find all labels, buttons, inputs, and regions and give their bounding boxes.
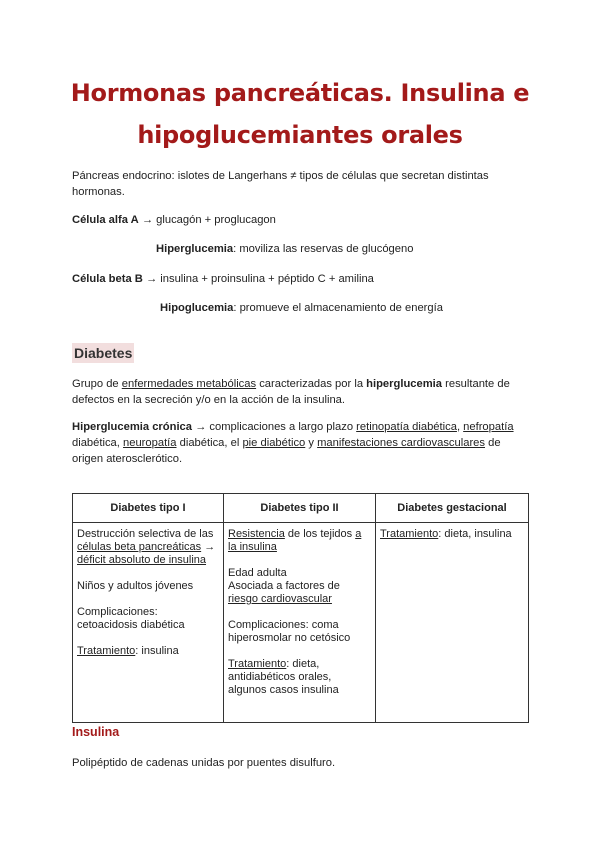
cell3-line-1-text: : dieta, insulina bbox=[438, 528, 512, 540]
spacer bbox=[77, 632, 219, 645]
cell3-line-1 bbox=[380, 528, 524, 541]
alfa-sub-text: : moviliza las reservas de glucógeno bbox=[233, 243, 414, 255]
cell1-line-4: Niños y adultos jóvenes bbox=[77, 580, 194, 592]
link-a-la-insulina-b[interactable]: la insulina bbox=[228, 541, 277, 553]
beta-sub-text: : promueve el almacenamiento de energía bbox=[233, 302, 443, 314]
diabetes-p2-line2-d: de bbox=[485, 437, 501, 449]
title-line-2: hipoglucemiantes orales bbox=[137, 121, 463, 149]
link-tratamiento-2[interactable]: Tratamiento bbox=[228, 658, 287, 670]
cell1-arrow: → bbox=[201, 541, 216, 553]
cell2-line-8-text: : dieta, bbox=[286, 658, 320, 670]
cell2-line-1 bbox=[228, 528, 371, 541]
beta-text: → insulina + proinsulina + péptido C + amilina bbox=[142, 273, 374, 285]
link-retinopatia-diabetica[interactable]: retinopatía diabética bbox=[356, 421, 457, 433]
diabetes-p2-line-3: origen aterosclerótico. bbox=[72, 453, 183, 465]
link-a-la-insulina-a[interactable]: a bbox=[355, 528, 362, 540]
link-celulas-beta[interactable]: células beta pancreáticas bbox=[77, 541, 202, 553]
diabetes-p1-bold: hiperglucemia bbox=[366, 378, 443, 390]
link-riesgo-cardiovascular[interactable]: riesgo cardiovascular bbox=[228, 593, 332, 605]
alfa-sub-label: Hiperglucemia bbox=[156, 243, 234, 255]
table-header-row bbox=[73, 494, 529, 523]
cell2-line-8 bbox=[228, 658, 371, 671]
link-deficit-absoluto[interactable]: déficit absoluto de insulina bbox=[77, 554, 207, 566]
spacer bbox=[228, 645, 371, 658]
cell2-line-9: antidiabéticos orales, bbox=[228, 671, 332, 683]
cell2-line-6: Complicaciones: coma bbox=[228, 619, 339, 631]
insulina-heading: Insulina bbox=[72, 725, 120, 739]
diabetes-p2-line2-a: diabética bbox=[72, 437, 117, 449]
cell1-line-7 bbox=[77, 645, 219, 658]
intro-line-2: hormonas. bbox=[72, 186, 125, 198]
diabetes-p2-line2-c: y bbox=[305, 437, 318, 449]
link-enfermedades-metabolicas[interactable]: enfermedades metabólicas bbox=[121, 378, 257, 390]
diabetes-p2-sep-1: , bbox=[456, 421, 464, 433]
cell2-line-7: hiperosmolar no cetósico bbox=[228, 632, 351, 644]
beta-label: Célula beta B bbox=[72, 273, 143, 285]
intro-line-1: Páncreas endocrino: islotes de Langerhans ≠ tipos de células que secretan distintas bbox=[72, 170, 489, 182]
diabetes-p1-line-2: defectos en la secreción y/o en la acción de la insulina. bbox=[72, 394, 346, 406]
cell1-line-7-text: : insulina bbox=[135, 645, 179, 657]
alfa-sub-line bbox=[156, 241, 413, 257]
cell1-line-1: Destrucción selectiva de las bbox=[77, 528, 214, 540]
alfa-label: Célula alfa A bbox=[72, 214, 139, 226]
insulina-paragraph: Polipéptido de cadenas unidas por puentes disulfuro. bbox=[72, 757, 336, 769]
diabetes-p2-line2-b: diabética, el bbox=[176, 437, 243, 449]
diabetes-p2-bold: Hiperglucemia crónica bbox=[72, 421, 192, 433]
cell2-line-1-text: de los tejidos bbox=[284, 528, 356, 540]
cell1-line-5: Complicaciones: bbox=[77, 606, 158, 618]
table-header-gestacional: Diabetes gestacional bbox=[376, 494, 529, 523]
beta-sub-label: Hipoglucemia bbox=[160, 302, 234, 314]
alfa-text: → glucagón + proglucagon bbox=[138, 214, 276, 226]
diabetes-p2-text-a: → complicaciones a largo plazo bbox=[192, 421, 357, 433]
spacer bbox=[77, 593, 219, 606]
table-header-tipo-2: Diabetes tipo II bbox=[224, 494, 376, 523]
table-cell-tipo-1 bbox=[73, 523, 224, 723]
link-tratamiento-3[interactable]: Tratamiento bbox=[380, 528, 439, 540]
diabetes-p2-sep-2: , bbox=[116, 437, 124, 449]
table-header-tipo-1: Diabetes tipo I bbox=[73, 494, 224, 523]
cell1-line-6: cetoacidosis diabética bbox=[77, 619, 185, 631]
beta-cell-line bbox=[72, 271, 528, 287]
table-cell-gestacional bbox=[376, 523, 529, 723]
cell1-line-2 bbox=[77, 541, 219, 554]
spacer bbox=[228, 554, 371, 567]
diabetes-paragraph-1 bbox=[72, 376, 528, 408]
diabetes-heading: Diabetes bbox=[74, 345, 133, 361]
title-line-1: Hormonas pancreáticas. Insulina e bbox=[70, 79, 530, 107]
cell2-line-10: algunos casos insulina bbox=[228, 684, 339, 696]
diabetes-p1-text-b: caracterizadas por la bbox=[256, 378, 367, 390]
link-neuropatia[interactable]: neuropatía bbox=[123, 437, 177, 449]
diabetes-paragraph-2 bbox=[72, 419, 528, 467]
link-resistencia[interactable]: Resistencia bbox=[228, 528, 285, 540]
diabetes-p1-text-c: resultante de bbox=[442, 378, 510, 390]
page-title bbox=[0, 72, 600, 156]
link-tratamiento-1[interactable]: Tratamiento bbox=[77, 645, 136, 657]
link-pie-diabetico[interactable]: pie diabético bbox=[242, 437, 306, 449]
beta-sub-line bbox=[160, 300, 443, 316]
table-cell-tipo-2 bbox=[224, 523, 376, 723]
table-row bbox=[73, 523, 529, 723]
spacer bbox=[228, 606, 371, 619]
link-nefropatia[interactable]: nefropatía bbox=[463, 421, 514, 433]
spacer bbox=[77, 567, 219, 580]
diabetes-p1-text-a: Grupo de bbox=[72, 378, 122, 390]
cell2-line-4: Asociada a factores de bbox=[228, 580, 340, 592]
alfa-cell-line bbox=[72, 212, 528, 228]
link-manifestaciones-cardiovasculares[interactable]: manifestaciones cardiovasculares bbox=[317, 437, 485, 449]
intro-paragraph bbox=[72, 168, 528, 200]
diabetes-types-table bbox=[72, 493, 529, 723]
cell2-line-3: Edad adulta bbox=[228, 567, 287, 579]
